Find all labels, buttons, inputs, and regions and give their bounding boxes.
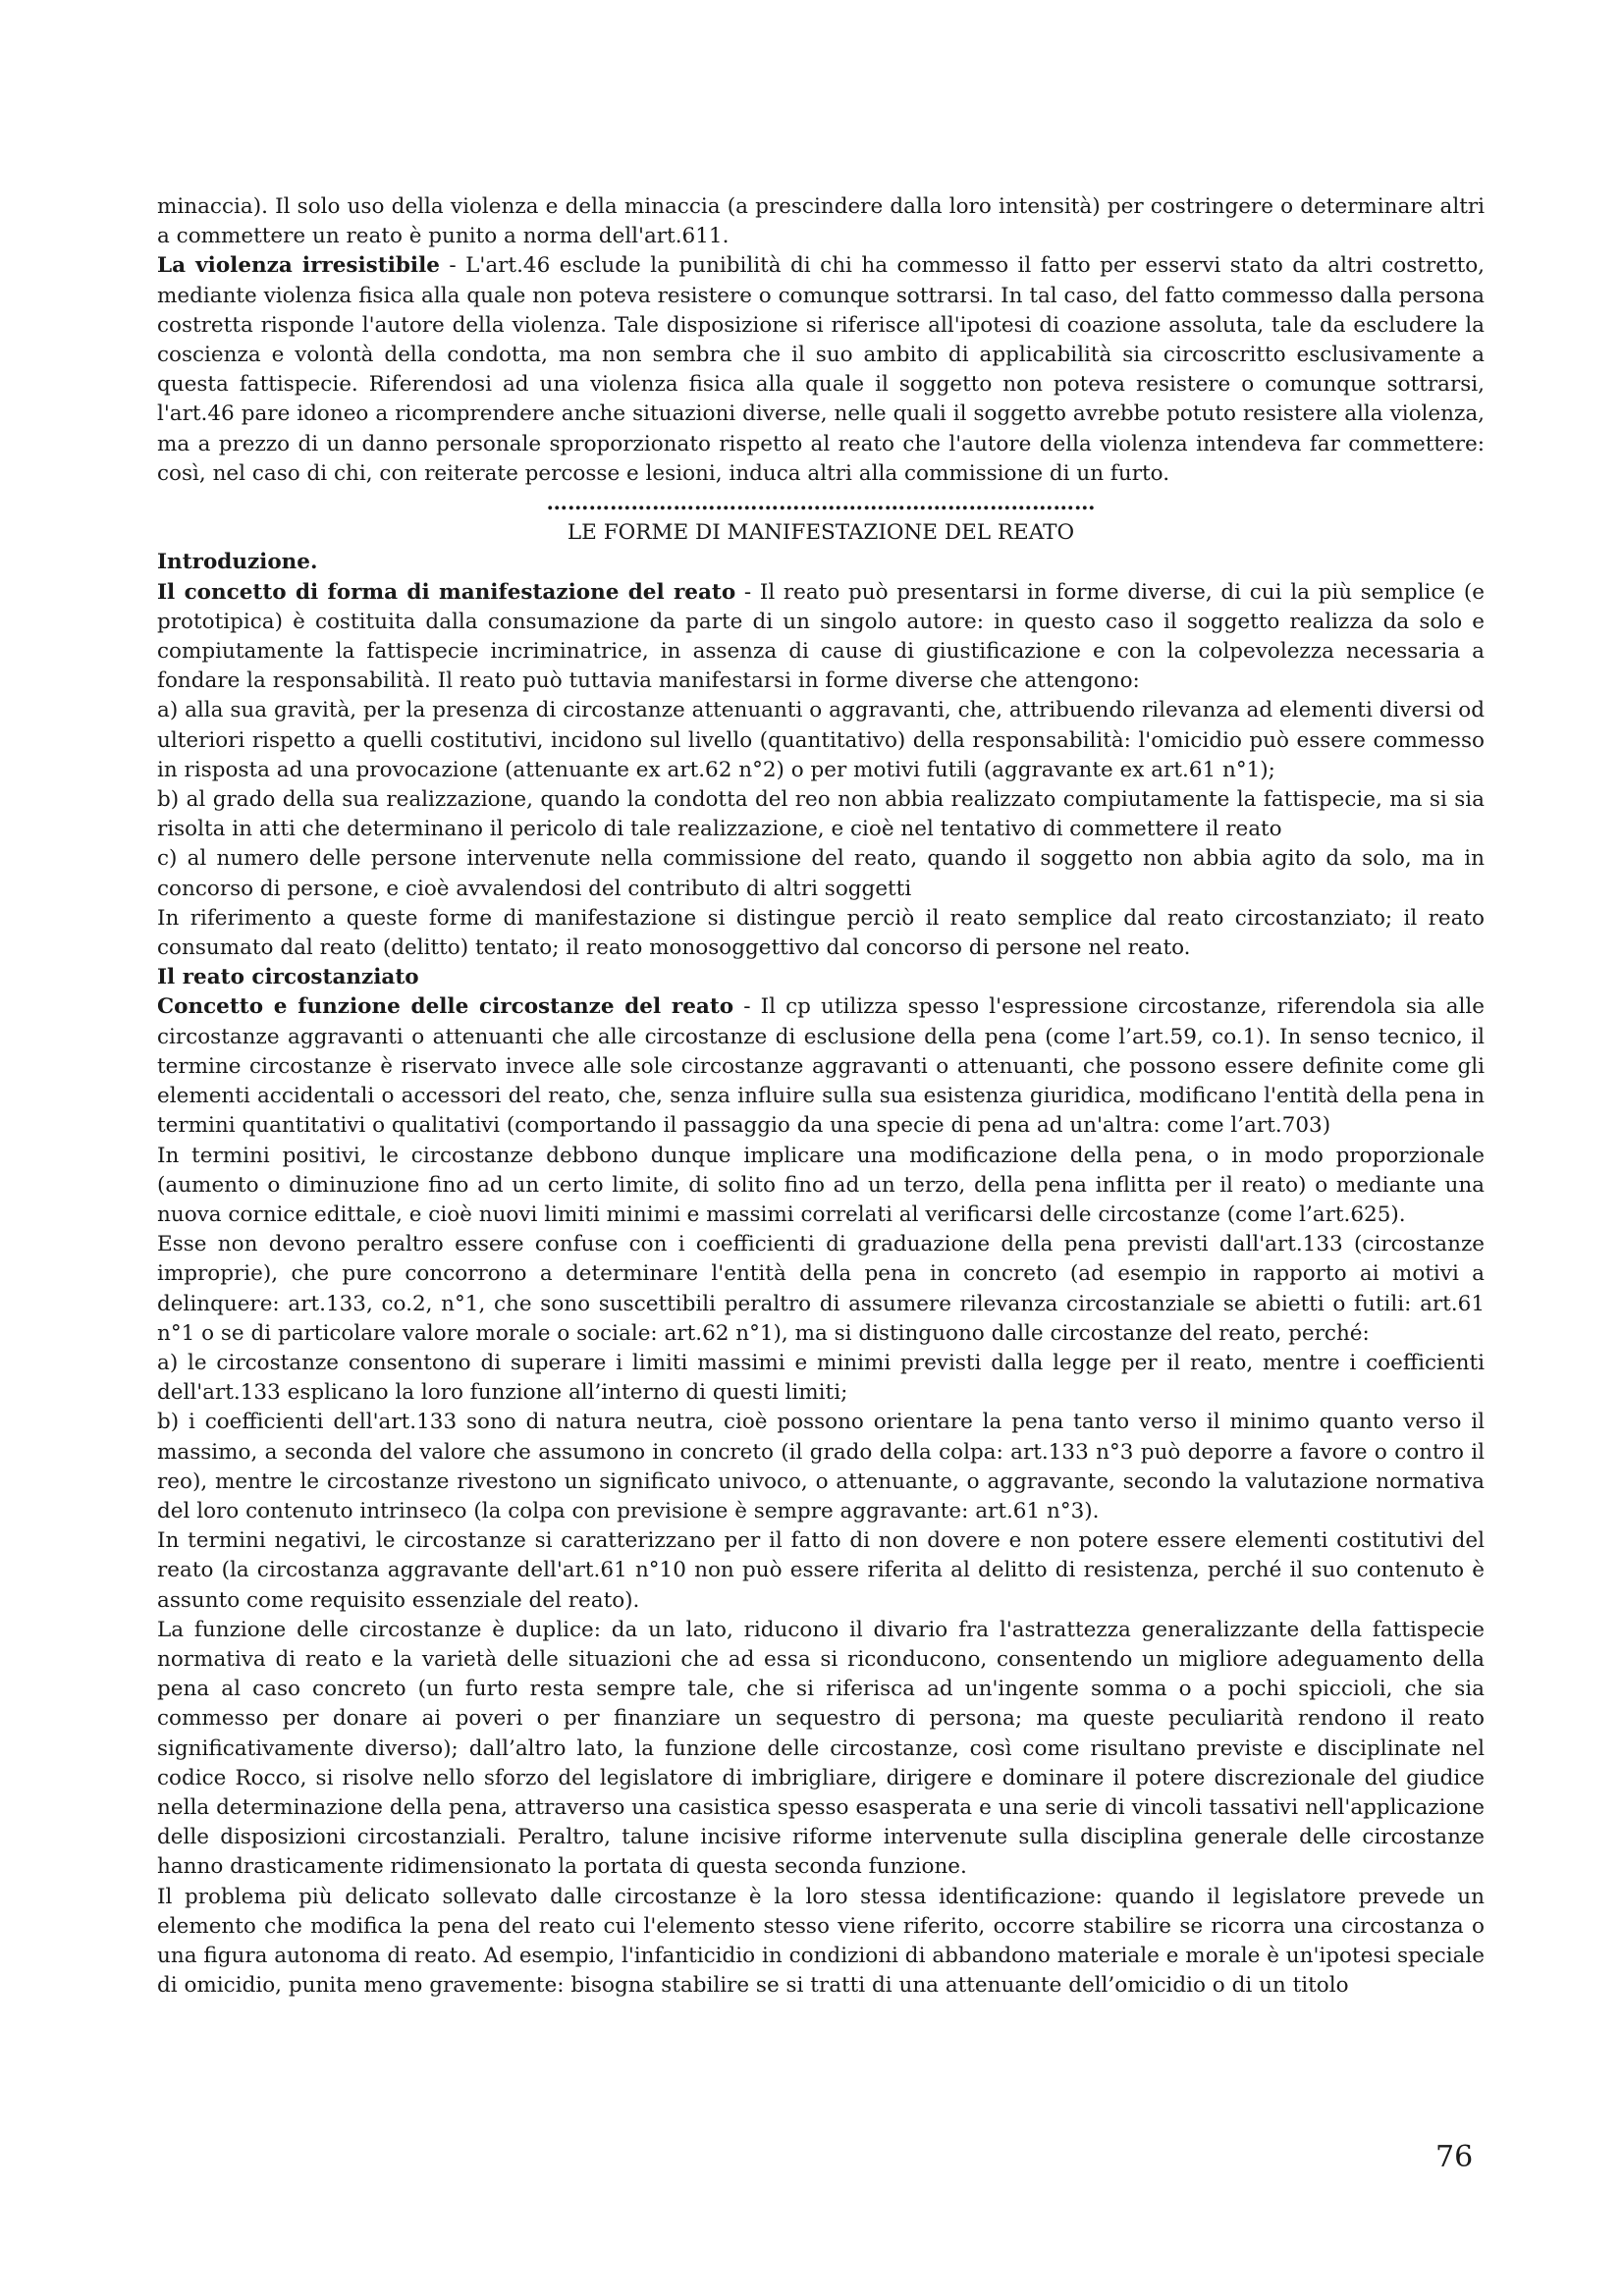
section-title: LE FORME DI MANIFESTAZIONE DEL REATO [567, 520, 1075, 546]
paragraph: b) al grado della sua realizzazione, quando la condotta del reo non abbia realizzato compiutamente la fattispecie, ma si sia risolta in atti che determinano il pericolo di tale realizzazione, e cioè nel tentativo di commettere il reato [157, 787, 1485, 842]
paragraph: minaccia). Il solo uso della violenza e della minaccia (a prescindere dalla loro intensità) per costringere o determinare altri a commettere un reato è punito a norma dell'art.611. [157, 194, 1485, 249]
section-content [157, 548, 1485, 2001]
paragraph: c) al numero delle persone intervenute nella commissione del reato, quando il soggetto non abbia agito da solo, ma in concorso di persone, e cioè avvalendosi del contributo di altri soggetti [157, 846, 1485, 901]
paragraph: La funzione delle circostanze è duplice: da un lato, riducono il divario fra l'astrattezza generalizzante della fattispecie normativa di reato e la varietà delle situazioni che ad essa si riconducono, consentendo un migliore adeguamento della pena al caso concreto (un furto resta sempre tale, che si riferisca ad un'ingente somma o a pochi spiccioli, che sia commesso per donare ai poveri o per finanziare un sequestro di persona; ma queste peculiarità rendono il reato significativamente diverso); dall’altro lato, la funzione delle circostanze, così come risultano previste e disciplinate nel codice Rocco, si risolve nello sforzo del legislatore di imbrigliare, dirigere e dominare il potere discrezionale del giudice nella determinazione della pena, attraverso una casistica spesso esasperata e una serie di vincoli tassativi nell'applicazione delle disposizioni circostanziali. Peraltro, talune incisive riforme intervenute sulla disciplina generale delle circostanze hanno drasticamente ridimensionato la portata di questa seconda funzione. [157, 1617, 1485, 1880]
paragraph: In termini positivi, le circostanze debbono dunque implicare una modificazione della pena, o in modo proporzionale (aumento o diminuzione fino ad un certo limite, di solito fino ad un terzo, della pena inflitta per il reato) o mediante una nuova cornice edittale, e cioè nuovi limiti minimi e massimi correlati al verificarsi delle circostanze (come l’art.625). [157, 1143, 1485, 1227]
paragraph [157, 548, 1485, 577]
paragraph: Il problema più delicato sollevato dalle circostanze è la loro stessa identificazione: quando il legislatore prevede un elemento che modifica la pena del reato cui l'elemento stesso viene riferito, occorre stabilire se ricorra una circostanza o una figura autonoma di reato. Ad esempio, l'infanticidio in condizioni di abbandono materiale e morale è un'ipotesi speciale di omicidio, punita meno gravemente: bisogna stabilire se si tratti di una attenuante dell’omicidio o di un titolo [157, 1884, 1485, 1999]
paragraph-heading: Concetto e funzione delle circostanze del reato [157, 994, 734, 1020]
document-body [157, 192, 1485, 2001]
paragraph-heading: Il reato circostanziato [157, 965, 419, 990]
paragraph: a) alla sua gravità, per la presenza di circostanze attenuanti o aggravanti, che, attribuendo rilevanza ad elementi diversi od ulteriori rispetto a quelli costitutivi, incidono sul livello (quantitativo) della responsabilità: l'omicidio può essere commesso in risposta ad una provocazione (attenuante ex art.62 n°2) o per motivi futili (aggravante ex art.61 n°1); [157, 698, 1485, 782]
paragraph: a) le circostanze consentono di superare i limiti massimi e minimi previsti dalla legge per il reato, mentre i coefficienti dell'art.133 esplicano la loro funzione all’interno di questi limiti; [157, 1350, 1485, 1406]
paragraph: In termini negativi, le circostanze si caratterizzano per il fatto di non dovere e non potere essere elementi costitutivi del reato (la circostanza aggravante dell'art.61 n°10 non può essere riferita al delitto di resistenza, perché il suo contenuto è assunto come requisito essenziale del reato). [157, 1528, 1485, 1613]
page-number: 76 [1435, 2140, 1474, 2174]
paragraph: Il concetto di forma di manifestazione del reato - Il reato può presentarsi in forme diverse, di cui la più semplice (e prototipica) è costituita dalla consumazione da parte di un singolo autore: in questo caso il soggetto realizza da solo e compiutamente la fattispecie incriminatrice, in assenza di cause di giustificazione e con la colpevolezza necessaria a fondare la responsabilità. Il reato può tuttavia manifestarsi in forme diverse che attengono: [157, 579, 1485, 694]
paragraph: In riferimento a queste forme di manifestazione si distingue perciò il reato semplice dal reato circostanziato; il reato consumato dal reato (delitto) tentato; il reato monosoggettivo dal concorso di persone nel reato. [157, 905, 1485, 961]
paragraph-heading: Introduzione. [157, 550, 318, 575]
paragraph [157, 963, 1485, 992]
paragraph: Concetto e funzione delle circostanze del reato - Il cp utilizza spesso l'espressione circostanze, riferendola sia alle circostanze aggravanti o attenuanti che alle circostanze di esclusione della pena (come l’art.59, co.1). In senso tecnico, il termine circostanze è riservato invece alle sole circostanze aggravanti o attenuanti, che possono essere definite come gli elementi accidentali o accessori del reato, che, senza influire sulla sua esistenza giuridica, modificano l'entità della pena in termini quantitativi o qualitativi (comportando il passaggio da una specie di pena ad un'altra: come l’art.703) [157, 994, 1485, 1139]
paragraph: La violenza irresistibile - L'art.46 esclude la punibilità di chi ha commesso il fatto per esservi stato da altri costretto, mediante violenza fisica alla quale non poteva resistere o comunque sottrarsi. In tal caso, del fatto commesso dalla persona costretta risponde l'autore della violenza. Tale disposizione si riferisce all'ipotesi di coazione assoluta, tale da escludere la coscienza e volontà della condotta, ma non sembra che il suo ambito di applicabilità sia circoscritto esclusivamente a questa fattispecie. Riferendosi ad una violenza fisica alla quale il soggetto non poteva resistere o comunque sottrarsi, l'art.46 pare idoneo a ricomprendere anche situazioni diverse, nelle quali il soggetto avrebbe potuto resistere alla violenza, ma a prezzo di un danno personale sproporzionato rispetto al reato che l'autore della violenza intendeva far commettere: così, nel caso di chi, con reiterate percosse e lesioni, induca altri alla commissione di un furto. [157, 253, 1485, 486]
paragraph-heading: Il concetto di forma di manifestazione del reato [157, 579, 736, 605]
paragraph: Esse non devono peraltro essere confuse con i coefficienti di graduazione della pena previsti dall'art.133 (circostanze improprie), che pure concorrono a determinare l'entità della pena in concreto (ad esempio in rapporto ai motivi a delinquere: art.133, co.2, n°1, che sono suscettibili peraltro di assumere rilevanza circostanziale se abietti o futili: art.61 n°1 o se di particolare valore morale o sociale: art.62 n°1), ma si distinguono dalle circostanze del reato, perché: [157, 1232, 1485, 1346]
paragraph: b) i coefficienti dell'art.133 sono di natura neutra, cioè possono orientare la pena tanto verso il minimo quanto verso il massimo, a seconda del valore che assumono in concreto (il grado della colpa: art.133 n°3 può deporre a favore o contro il reo), mentre le circostanze rivestono un significato univoco, o attenuante, o aggravante, secondo la valutazione normativa del loro contenuto intrinseco (la colpa con previsione è sempre aggravante: art.61 n°3). [157, 1410, 1485, 1523]
paragraph-heading: La violenza irresistibile [157, 253, 440, 279]
section-separator: …………………………………………………………………… [546, 491, 1096, 516]
